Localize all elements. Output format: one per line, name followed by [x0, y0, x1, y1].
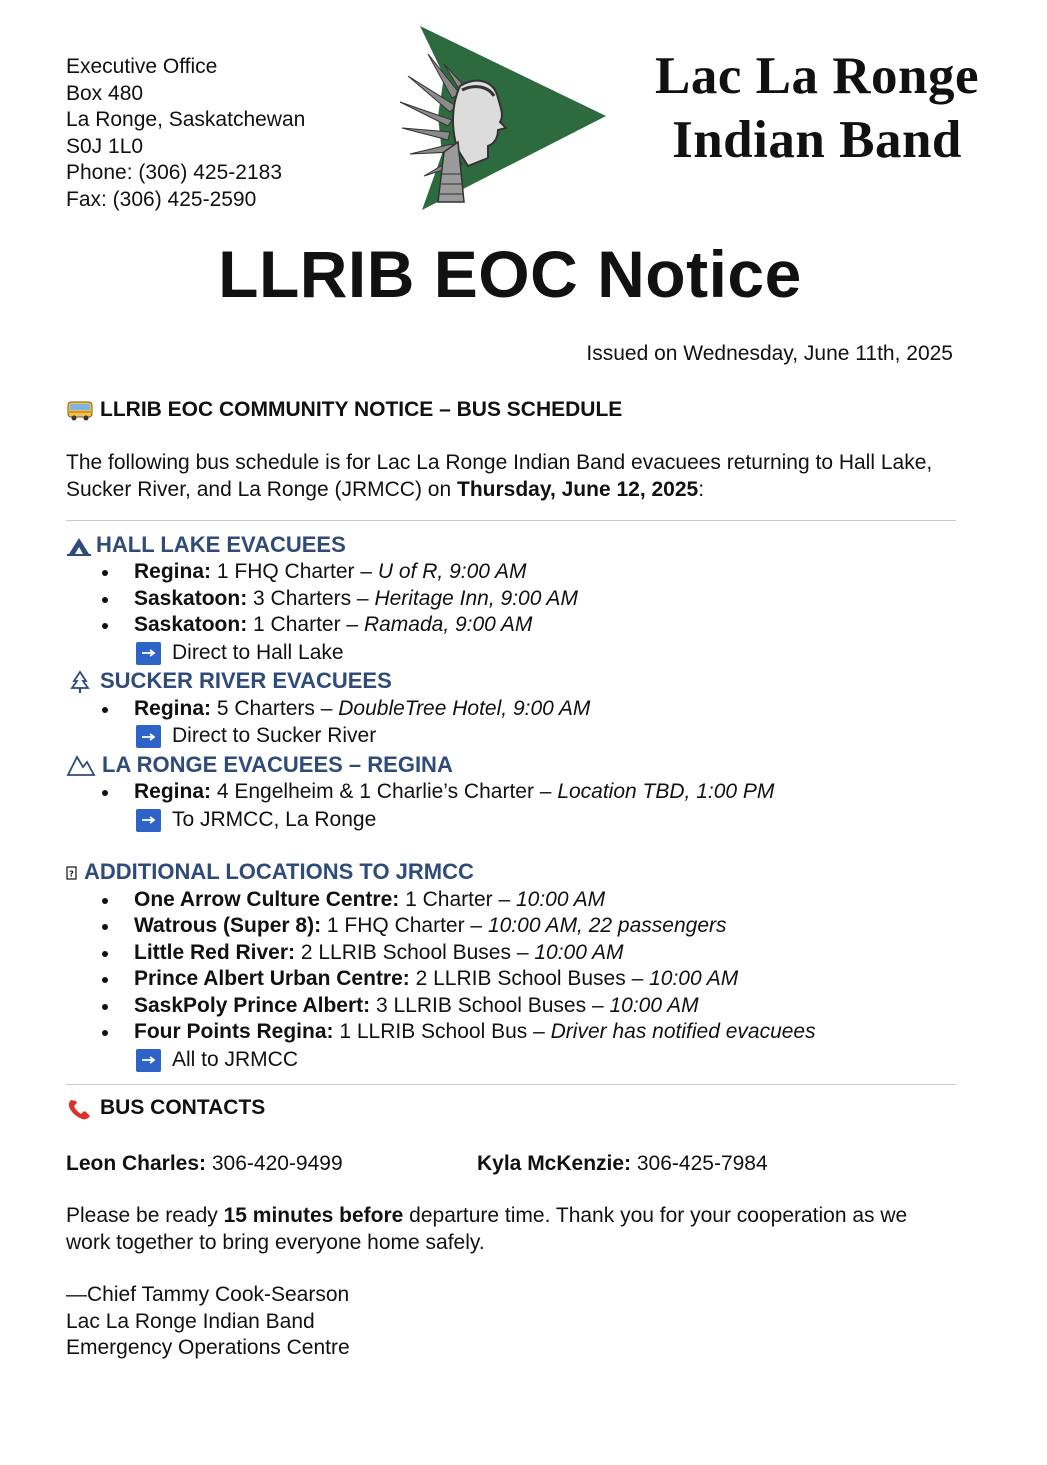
- list-item: [66, 696, 956, 723]
- item-detail: 3 Charters –: [247, 586, 375, 610]
- intro-end: :: [698, 477, 705, 501]
- item-place: Saskatoon:: [134, 586, 248, 610]
- item-detail: 1 LLRIB School Bus –: [333, 1020, 551, 1043]
- band-name-line1: Lac La Ronge: [655, 47, 979, 105]
- signature-line: —Chief Tammy Cook-Searson: [66, 1283, 350, 1306]
- notice-body: [66, 396, 956, 1362]
- list-item: [66, 887, 956, 914]
- item-place: SaskPoly Prince Albert:: [134, 993, 371, 1017]
- notice-heading-text: LLRIB EOC COMMUNITY NOTICE – BUS SCHEDULE: [100, 397, 623, 421]
- contacts-row: [66, 1151, 956, 1178]
- closing-paragraph: [66, 1203, 956, 1256]
- tree-icon: [66, 670, 94, 694]
- band-logo-emblem: [398, 24, 608, 212]
- closing-end: departure time. Thank you for your cooperation as we work together to bring everyone home safely.: [66, 1204, 908, 1254]
- intro-text: The following bus schedule is for Lac La Ronge Indian Band evacuees returning to Hall Lake, Sucker River, and La Ronge (JRMCC) on: [66, 451, 933, 501]
- closing-bold: 15 minutes before: [223, 1204, 404, 1227]
- item-place: Regina:: [134, 696, 212, 720]
- item-detail: 4 Engelheim & 1 Charlie’s Charter –: [211, 780, 558, 803]
- item-place: Little Red River:: [134, 940, 296, 964]
- right-arrow-icon: [136, 1049, 161, 1072]
- item-detail: 2 LLRIB School Buses –: [409, 967, 650, 990]
- item-place: Prince Albert Urban Centre:: [134, 967, 410, 990]
- item-detail: 1 Charter –: [399, 887, 516, 911]
- list-item: [66, 779, 956, 806]
- item-place: Watrous (Super 8):: [134, 914, 322, 937]
- additional-heading-text: ADDITIONAL LOCATIONS TO JRMCC: [84, 859, 474, 885]
- item-note: Heritage Inn, 9:00 AM: [374, 586, 578, 610]
- contact-phone: 306-420-9499: [206, 1151, 343, 1175]
- list-item: [66, 1019, 956, 1046]
- item-detail: 2 LLRIB School Buses –: [295, 940, 535, 964]
- list-item: [66, 913, 956, 940]
- band-logo: [398, 24, 608, 212]
- issued-date: Issued on Wednesday, June 11th, 2025: [586, 342, 953, 365]
- destination-text: To JRMCC, La Ronge: [172, 807, 377, 831]
- intro-date: Thursday, June 12, 2025: [457, 477, 699, 501]
- signature-block: [66, 1282, 956, 1362]
- hall-lake-heading: [66, 531, 956, 559]
- mountain-icon: [66, 753, 96, 777]
- la-ronge-heading: [66, 751, 956, 779]
- item-detail: 1 FHQ Charter –: [211, 560, 378, 583]
- phone-line: Phone: (306) 425-2183: [66, 161, 282, 184]
- la-ronge-list: [66, 779, 956, 806]
- contact-phone: 306-425-7984: [631, 1151, 768, 1175]
- sucker-river-heading: [66, 668, 956, 696]
- item-note: 10:00 AM: [649, 967, 739, 990]
- additional-heading: [66, 859, 956, 887]
- destination-text: All to JRMCC: [172, 1047, 299, 1071]
- sucker-river-list: [66, 696, 956, 723]
- item-note: 10:00 AM: [534, 940, 624, 964]
- la-ronge-destination: [66, 806, 956, 835]
- letterhead-address: [66, 54, 305, 213]
- hall-lake-heading-text: HALL LAKE EVACUEES: [96, 531, 346, 557]
- hall-lake-destination: [66, 639, 956, 668]
- item-note: Location TBD, 1:00 PM: [557, 780, 775, 803]
- item-note: 10:00 AM, 22 passengers: [487, 914, 727, 937]
- address-line: Executive Office: [66, 55, 218, 78]
- address-line: La Ronge, Saskatchewan: [66, 108, 306, 131]
- item-detail: 1 Charter –: [247, 613, 364, 636]
- item-detail: 1 FHQ Charter –: [321, 914, 488, 937]
- right-arrow-icon: [136, 809, 161, 832]
- notice-title: LLRIB EOC Notice: [218, 237, 802, 311]
- la-ronge-heading-text: LA RONGE EVACUEES – REGINA: [102, 751, 453, 777]
- divider: [66, 1084, 956, 1085]
- contact-item: [477, 1151, 768, 1178]
- address-line: Box 480: [66, 81, 144, 105]
- contacts-heading: [66, 1095, 956, 1123]
- list-item: [66, 993, 956, 1020]
- closing-start: Please be ready: [66, 1204, 224, 1227]
- camp-icon: [66, 533, 92, 557]
- sucker-river-heading-text: SUCKER RIVER EVACUEES: [100, 668, 392, 694]
- fax-line: Fax: (306) 425-2590: [66, 187, 257, 211]
- placeholder-box-icon: [66, 861, 78, 885]
- contacts-heading-text: BUS CONTACTS: [100, 1096, 266, 1120]
- right-arrow-icon: [136, 642, 161, 665]
- item-detail: 3 LLRIB School Buses –: [370, 993, 610, 1017]
- band-name: [612, 44, 1022, 172]
- list-item: [66, 940, 956, 967]
- sucker-river-destination: [66, 722, 956, 751]
- destination-text: Direct to Hall Lake: [172, 640, 344, 664]
- item-place: Four Points Regina:: [134, 1020, 334, 1043]
- destination-text: Direct to Sucker River: [172, 724, 377, 748]
- contact-item: [66, 1151, 477, 1178]
- list-item: [66, 966, 956, 993]
- list-item: [66, 586, 956, 613]
- item-note: 10:00 AM: [609, 993, 699, 1017]
- svg-text:?: ?: [69, 869, 74, 878]
- item-note: 10:00 AM: [515, 887, 606, 911]
- item-place: Regina:: [134, 560, 212, 583]
- item-note: Driver has notified evacuees: [550, 1020, 816, 1043]
- item-detail: 5 Charters –: [211, 696, 339, 720]
- item-note: U of R, 9:00 AM: [377, 560, 527, 583]
- list-item: [66, 612, 956, 639]
- contact-name: Leon Charles:: [66, 1151, 207, 1175]
- right-arrow-icon: [136, 725, 161, 748]
- item-place: Regina:: [134, 780, 212, 803]
- additional-destination: [66, 1046, 956, 1075]
- address-line: S0J 1L0: [66, 134, 144, 158]
- item-place: One Arrow Culture Centre:: [134, 887, 400, 911]
- list-item: [66, 559, 956, 586]
- signature-line: Emergency Operations Centre: [66, 1336, 350, 1359]
- divider: [66, 520, 956, 521]
- contact-name: Kyla McKenzie:: [477, 1151, 632, 1175]
- signature-line: Lac La Ronge Indian Band: [66, 1309, 315, 1333]
- hall-lake-list: [66, 559, 956, 639]
- intro-paragraph: [66, 450, 956, 503]
- additional-list: [66, 887, 956, 1046]
- telephone-icon: [66, 1097, 94, 1121]
- item-note: Ramada, 9:00 AM: [363, 613, 533, 636]
- item-place: Saskatoon:: [134, 613, 248, 636]
- bus-icon: [66, 398, 94, 422]
- notice-heading: [66, 396, 956, 424]
- item-note: DoubleTree Hotel, 9:00 AM: [338, 696, 591, 720]
- band-name-line2: Indian Band: [672, 111, 962, 169]
